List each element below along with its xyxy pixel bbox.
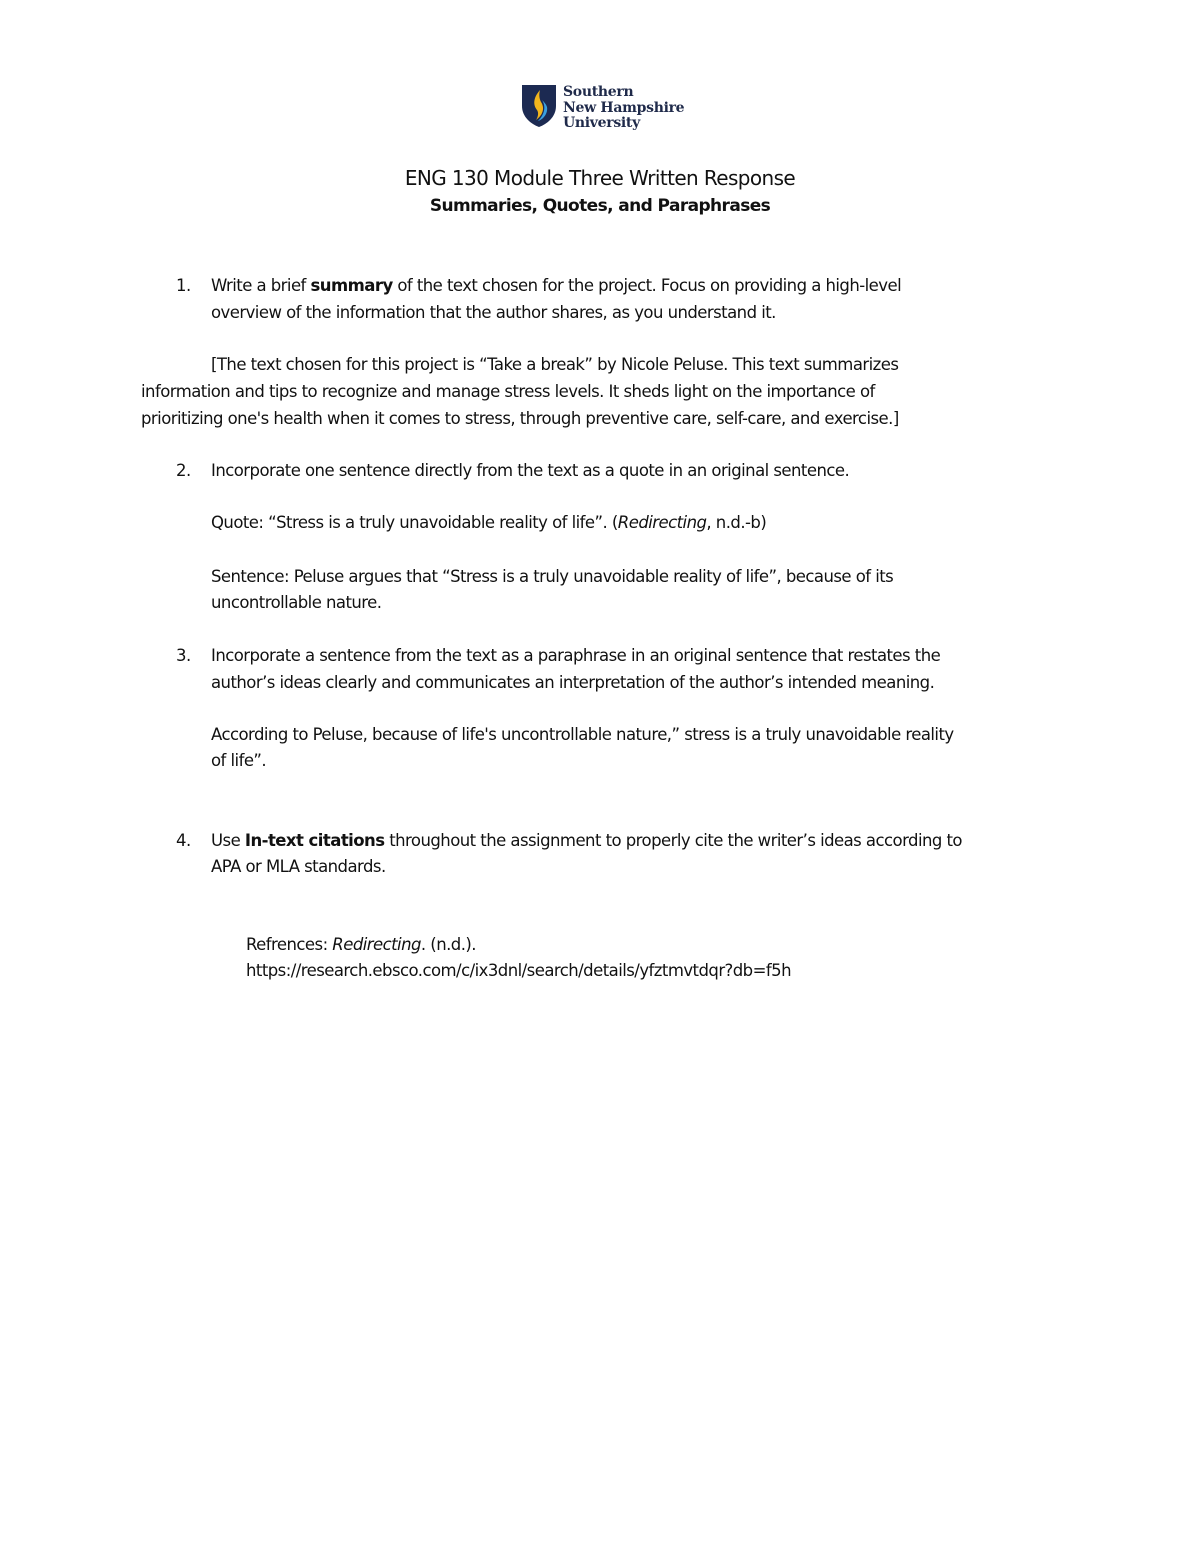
- university-logo: [521, 84, 684, 132]
- document-subtitle: Summaries, Quotes, and Paraphrases: [429, 196, 771, 216]
- summary-keyword: summary: [310, 276, 393, 295]
- document-title: ENG 130 Module Three Written Response: [404, 166, 796, 190]
- logo-line-3: University: [563, 115, 640, 131]
- logo-wordmark: [563, 85, 684, 132]
- item-4-prompt-line-1: Use In-text citations throughout the assignment to properly cite the writer’s ideas according to: [211, 831, 962, 850]
- item-3-response-line-2: of life”.: [211, 751, 267, 770]
- item-3-prompt-line-2: author’s ideas clearly and communicates an interpretation of the author’s intended meaning.: [211, 673, 935, 692]
- item-number: 4.: [176, 831, 191, 850]
- citation-title: Redirecting: [617, 513, 707, 532]
- item-3-prompt-line-1: Incorporate a sentence from the text as a paraphrase in an original sentence that restates the: [211, 646, 941, 665]
- logo-line-2: New Hampshire: [563, 99, 685, 116]
- item-1-response-line-3: prioritizing one's health when it comes to stress, through preventive care, self-care, and exercise.]: [141, 409, 899, 428]
- reference-url[interactable]: https://research.ebsco.com/c/ix3dnl/search/details/yfztmvtdqr?db=f5h: [246, 961, 791, 980]
- reference-date: . (n.d.).: [420, 935, 477, 954]
- item-1-prompt-line-2: overview of the information that the author shares, as you understand it.: [211, 303, 776, 322]
- references-label: Refrences:: [246, 935, 333, 954]
- item-3-response-line-1: According to Peluse, because of life's uncontrollable nature,” stress is a truly unavoidable reality: [211, 725, 954, 744]
- item-1-response-line-2: information and tips to recognize and manage stress levels. It sheds light on the importance of: [141, 382, 875, 401]
- in-text-citations-keyword: In-text citations: [244, 831, 385, 850]
- item-2-quote: Quote: “Stress is a truly unavoidable reality of life”. (Redirecting, n.d.-b): [211, 513, 767, 532]
- item-number: 2.: [176, 461, 191, 480]
- item-1-response-line-1: [The text chosen for this project is “Take a break” by Nicole Peluse. This text summarizes: [211, 355, 899, 374]
- item-number: 1.: [176, 276, 191, 295]
- reference-title: Redirecting: [332, 935, 421, 954]
- logo-line-1: Southern: [563, 84, 634, 100]
- item-number: 3.: [176, 646, 191, 665]
- item-2-prompt-line-1: Incorporate one sentence directly from the text as a quote in an original sentence.: [211, 461, 850, 480]
- shield-flame-icon: [521, 84, 557, 128]
- item-4-prompt-line-2: APA or MLA standards.: [211, 857, 386, 876]
- item-1-prompt-line-1: Write a brief summary of the text chosen for the project. Focus on providing a high-level: [211, 276, 902, 295]
- item-2-sentence-line-2: uncontrollable nature.: [211, 593, 382, 612]
- item-2-sentence-line-1: Sentence: Peluse argues that “Stress is a truly unavoidable reality of life”, because of its: [211, 567, 894, 586]
- reference-entry: [246, 932, 476, 959]
